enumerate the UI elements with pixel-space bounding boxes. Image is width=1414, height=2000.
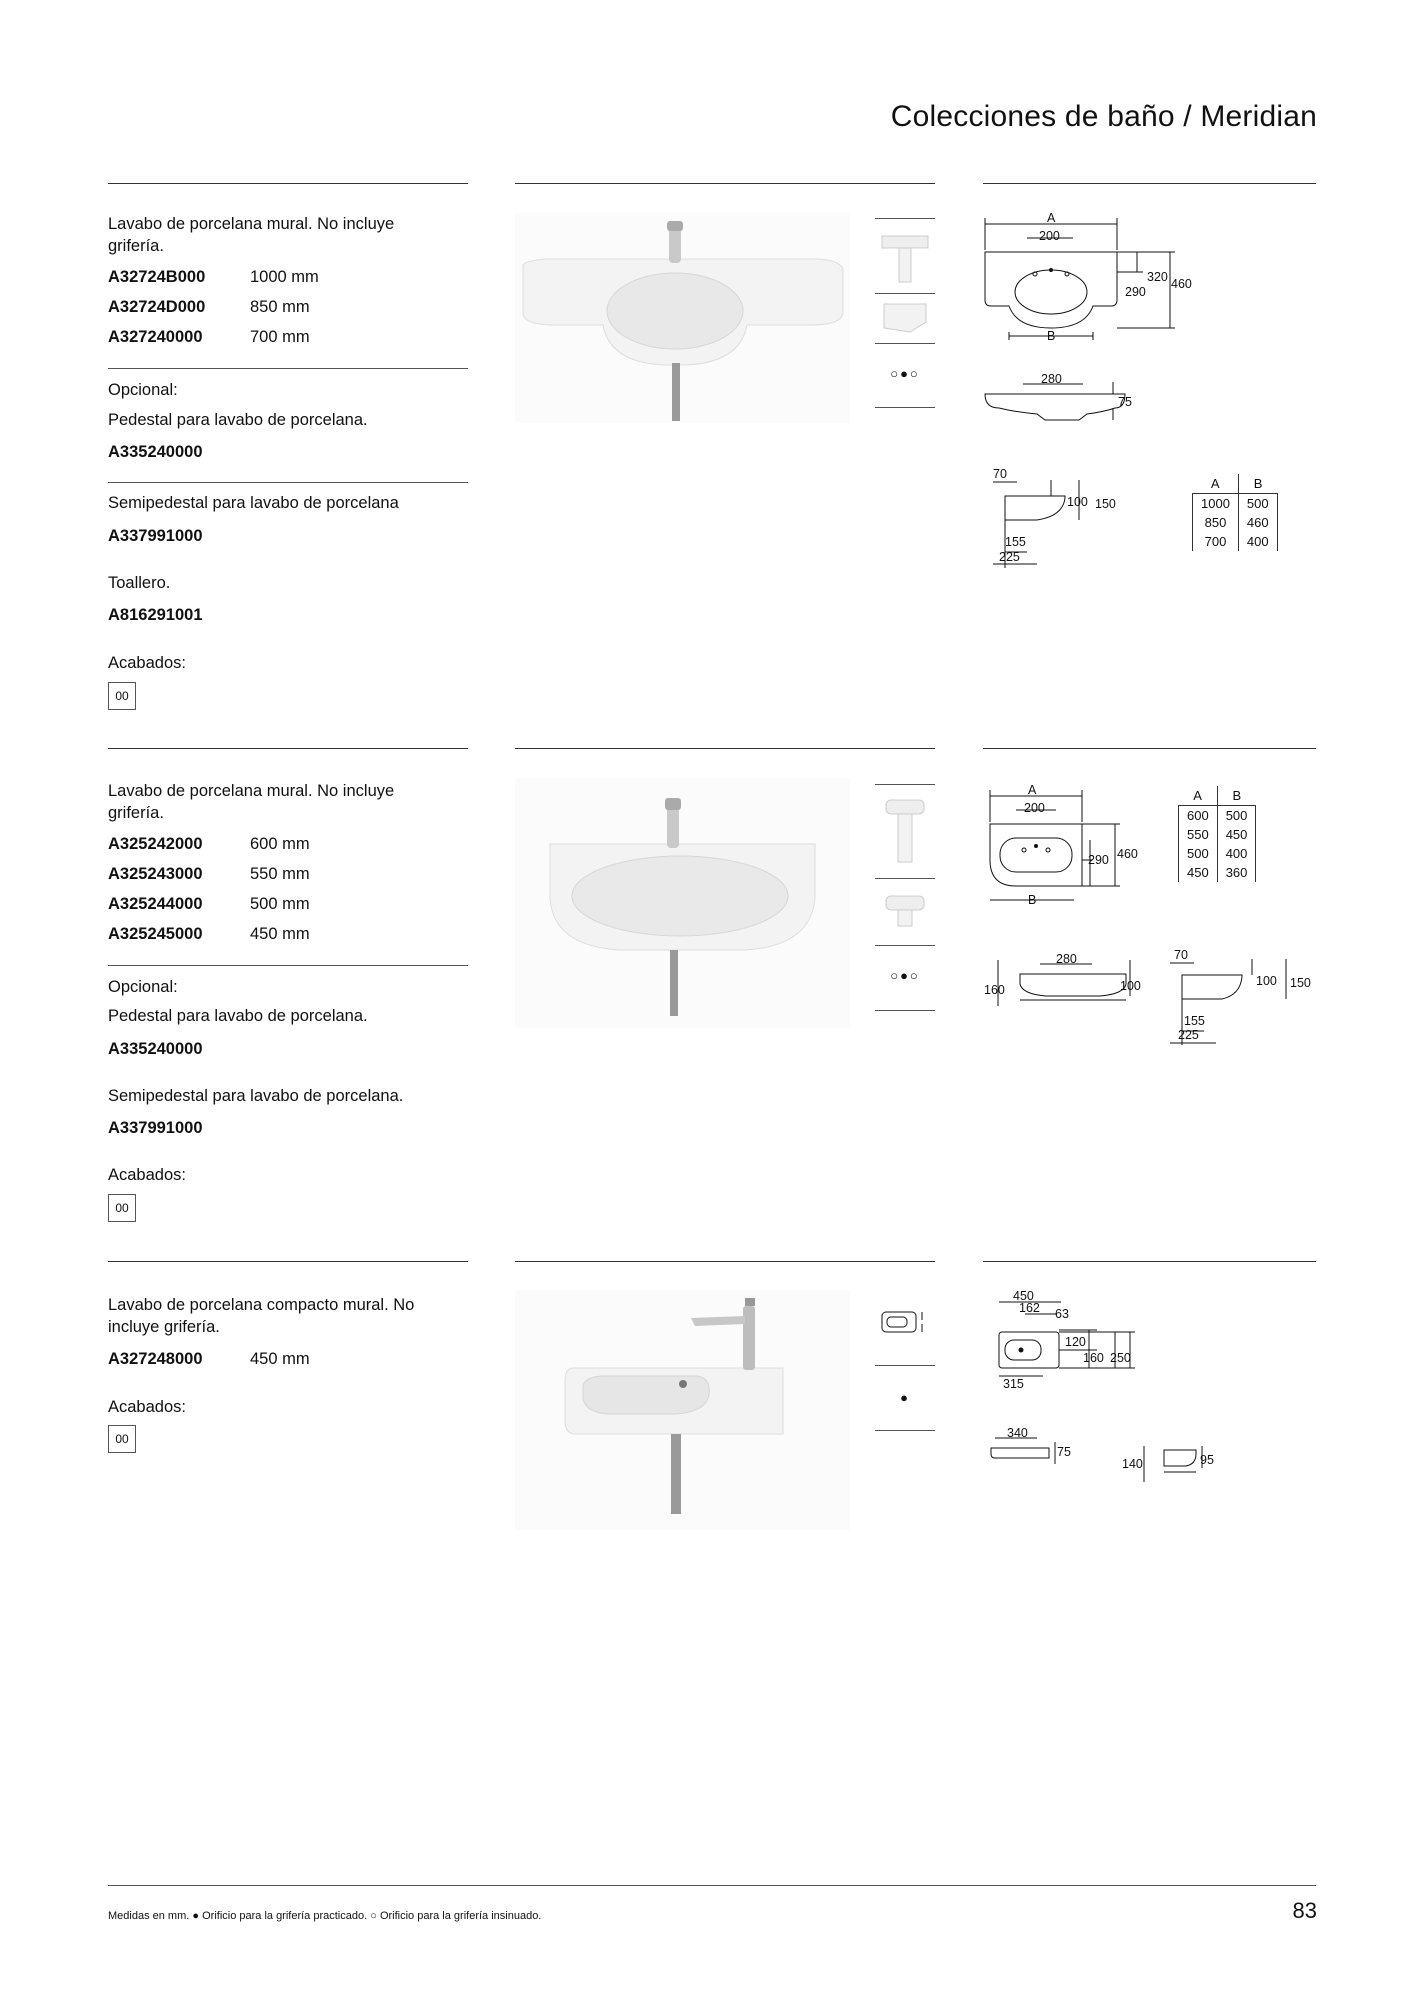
svg-text:280: 280 <box>1056 952 1077 966</box>
finishes-label: Acabados: <box>108 1166 186 1184</box>
tap-holes-indicator: ○●○ <box>890 968 920 983</box>
product-description: Lavabo de porcelana compacto mural. No incluye grifería. <box>108 1296 415 1336</box>
divider <box>983 183 1316 184</box>
side-view-drawing <box>975 460 1125 570</box>
svg-text:150: 150 <box>1290 976 1311 990</box>
divider <box>108 183 468 184</box>
divider <box>515 1261 935 1262</box>
product-size: 450 mm <box>250 925 310 943</box>
svg-text:460: 460 <box>1117 847 1138 861</box>
svg-text:A: A <box>1047 211 1056 225</box>
side-view-drawing <box>1120 1432 1230 1487</box>
svg-text:450: 450 <box>1013 1290 1034 1303</box>
pedestal-label: Pedestal para lavabo de porcelana. <box>108 1007 368 1025</box>
divider <box>875 343 935 344</box>
product-photo <box>515 1290 850 1530</box>
towel-code: A816291001 <box>108 606 203 624</box>
svg-text:63: 63 <box>1055 1307 1069 1321</box>
semipedestal-label: Semipedestal para lavabo de porcelana. <box>108 1087 404 1105</box>
open-dot-icon: ○ <box>370 1910 377 1922</box>
svg-text:225: 225 <box>999 550 1020 564</box>
product-size: 600 mm <box>250 835 310 853</box>
product-code: A32724D000 <box>108 298 206 316</box>
divider <box>875 218 935 219</box>
divider <box>983 1261 1316 1262</box>
optional-label: Opcional: <box>108 978 178 996</box>
pedestal-thumbnail[interactable] <box>880 226 930 286</box>
product-code: A325245000 <box>108 925 203 943</box>
divider <box>875 945 935 946</box>
filled-dot-icon: ● <box>192 1910 200 1922</box>
svg-text:320: 320 <box>1147 270 1168 284</box>
finish-swatch[interactable]: 00 <box>108 1194 136 1222</box>
product-size: 500 mm <box>250 895 310 913</box>
product-photo <box>515 778 850 1028</box>
divider <box>875 1430 935 1431</box>
svg-text:460: 460 <box>1171 277 1192 291</box>
svg-text:280: 280 <box>1041 372 1062 386</box>
side-view-drawing <box>1160 945 1320 1055</box>
divider <box>515 748 935 749</box>
svg-text:200: 200 <box>1039 229 1060 243</box>
semipedestal-label: Semipedestal para lavabo de porcelana <box>108 494 399 512</box>
svg-text:162: 162 <box>1019 1301 1040 1315</box>
front-view-drawing <box>980 950 1150 1010</box>
product-code: A327240000 <box>108 328 203 346</box>
product-code: A32724B000 <box>108 268 206 286</box>
dimensions-table: A B 600 500 550 450 500 400 450 360 <box>1178 786 1256 882</box>
finish-swatch[interactable]: 00 <box>108 682 136 710</box>
finish-swatch[interactable]: 00 <box>108 1425 136 1453</box>
semipedestal-thumbnail[interactable] <box>880 298 930 338</box>
svg-text:B: B <box>1047 329 1056 343</box>
svg-text:250: 250 <box>1110 1351 1131 1365</box>
divider <box>108 368 468 369</box>
pedestal-code: A335240000 <box>108 443 203 461</box>
divider <box>515 183 935 184</box>
product-size: 450 mm <box>250 1350 310 1368</box>
product-size: 1000 mm <box>250 268 319 286</box>
front-view-drawing <box>985 1428 1095 1478</box>
divider <box>875 1010 935 1011</box>
divider <box>108 1261 468 1262</box>
svg-text:200: 200 <box>1024 801 1045 815</box>
svg-text:100: 100 <box>1256 974 1277 988</box>
divider <box>875 407 935 408</box>
pedestal-code: A335240000 <box>108 1040 203 1058</box>
svg-text:100: 100 <box>1067 495 1088 509</box>
svg-text:290: 290 <box>1088 853 1109 867</box>
divider <box>108 748 468 749</box>
top-view-drawing <box>980 782 1140 912</box>
page-number: 83 <box>1292 1898 1317 1923</box>
product-size: 550 mm <box>250 865 310 883</box>
svg-text:290: 290 <box>1125 285 1146 299</box>
footer-open-text: Orificio para la grifería insinuado. <box>379 1910 542 1922</box>
product-code: A325244000 <box>108 895 203 913</box>
svg-text:340: 340 <box>1007 1428 1028 1440</box>
svg-text:B: B <box>1028 893 1037 907</box>
product-code: A325243000 <box>108 865 203 883</box>
divider <box>875 1365 935 1366</box>
top-view-drawing <box>985 1290 1155 1400</box>
divider <box>108 482 468 483</box>
svg-text:120: 120 <box>1065 1335 1086 1349</box>
svg-text:100: 100 <box>1120 979 1141 993</box>
towel-label: Toallero. <box>108 574 171 592</box>
svg-text:315: 315 <box>1003 1377 1024 1391</box>
svg-text:95: 95 <box>1200 1453 1214 1467</box>
tap-holes-indicator: ○●○ <box>890 366 920 381</box>
svg-text:150: 150 <box>1095 497 1116 511</box>
product-size: 700 mm <box>250 328 310 346</box>
svg-text:225: 225 <box>1178 1028 1199 1042</box>
footer-divider <box>108 1885 1316 1886</box>
divider <box>108 965 468 966</box>
divider <box>983 748 1316 749</box>
front-view-drawing <box>975 368 1175 428</box>
footer-note-prefix: Medidas en mm. <box>108 1910 190 1922</box>
svg-text:160: 160 <box>1083 1351 1104 1365</box>
semipedestal-code: A337991000 <box>108 1119 203 1137</box>
product-size: 850 mm <box>250 298 310 316</box>
svg-text:70: 70 <box>993 467 1007 481</box>
svg-text:75: 75 <box>1118 395 1132 409</box>
pedestal-label: Pedestal para lavabo de porcelana. <box>108 411 368 429</box>
product-code: A327248000 <box>108 1350 203 1368</box>
svg-text:160: 160 <box>984 983 1005 997</box>
optional-label: Opcional: <box>108 381 178 399</box>
product-description: Lavabo de porcelana mural. No incluye grifería. <box>108 782 395 822</box>
footer-note <box>108 1910 541 1922</box>
dimensions-table: A B 1000 500 850 460 700 400 <box>1192 474 1278 551</box>
svg-text:75: 75 <box>1057 1445 1071 1459</box>
top-view-drawing <box>975 210 1205 350</box>
compact-basin-thumbnail[interactable] <box>880 1306 930 1340</box>
divider <box>875 878 935 879</box>
tap-holes-indicator: ● <box>900 1390 910 1405</box>
product-code: A325242000 <box>108 835 203 853</box>
page-title: Colecciones de baño / Meridian <box>890 100 1317 133</box>
divider <box>875 293 935 294</box>
semipedestal-code: A337991000 <box>108 527 203 545</box>
svg-text:155: 155 <box>1005 535 1026 549</box>
finishes-label: Acabados: <box>108 654 186 672</box>
finishes-label: Acabados: <box>108 1398 186 1416</box>
svg-text:155: 155 <box>1184 1014 1205 1028</box>
svg-text:140: 140 <box>1122 1457 1143 1471</box>
product-photo <box>515 213 850 423</box>
product-description: Lavabo de porcelana mural. No incluye grifería. <box>108 215 395 255</box>
pedestal-thumbnail[interactable] <box>880 792 930 872</box>
footer-filled-text: Orificio para la grifería practicado. <box>202 1910 368 1922</box>
svg-text:A: A <box>1028 783 1037 797</box>
divider <box>875 784 935 785</box>
svg-text:70: 70 <box>1174 948 1188 962</box>
semipedestal-thumbnail[interactable] <box>880 884 930 944</box>
